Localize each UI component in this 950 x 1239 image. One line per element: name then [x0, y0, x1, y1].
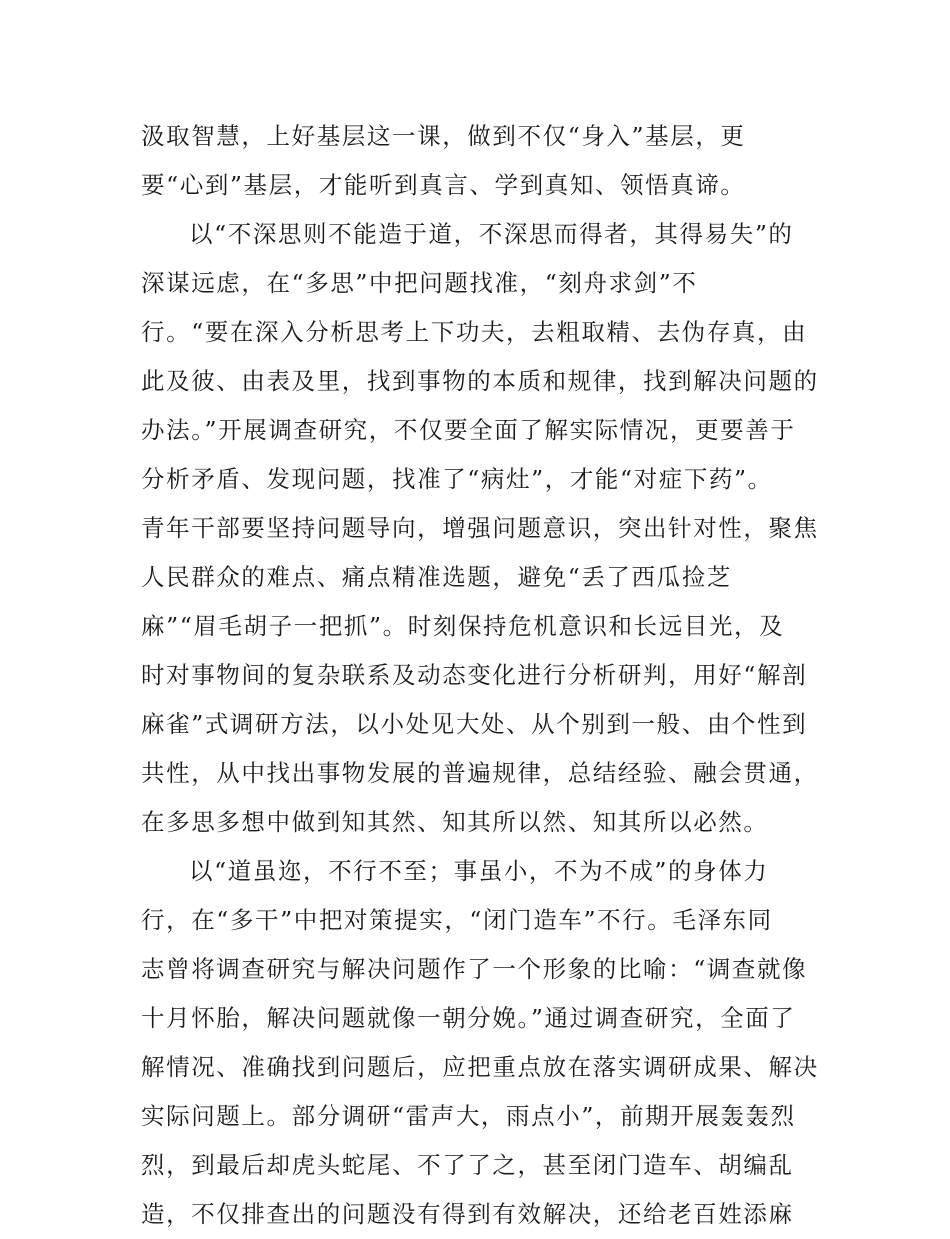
- text-line: 以“不深思则不能造于道，不深思而得者，其得易失”的: [189, 220, 794, 248]
- text-line: 时对事物间的复杂联系及动态变化进行分析研判，用好“解剖: [141, 661, 808, 689]
- paragraph: [141, 847, 821, 1239]
- text-line: 人民群众的难点、痛点精准选题，避免“丢了西瓜捡芝: [141, 563, 732, 591]
- text-line: 解情况、准确找到问题后，应把重点放在落实调研成果、解决: [141, 1053, 819, 1081]
- paragraph: [141, 112, 821, 210]
- text-line: 深谋远虑，在“多思”中把问题找准，“刻舟求剑”不: [141, 269, 698, 297]
- text-line: 烈，到最后却虎头蛇尾、不了了之，甚至闭门造车、胡编乱: [141, 1151, 794, 1179]
- text-line: 麻雀”式调研方法，以小处见大处、从个别到一般、由个性到: [141, 710, 808, 738]
- text-line: 青年干部要坚持问题导向，增强问题意识，突出针对性，聚焦: [141, 514, 819, 542]
- body-text: [141, 112, 821, 1239]
- text-line: 共性，从中找出事物发展的普遍规律，总结经验、融会贯通，: [141, 759, 819, 787]
- text-line: 实际问题上。部分调研“雷声大，雨点小”，前期开展轰轰烈: [141, 1102, 796, 1130]
- text-line: 行。“要在深入分析思考上下功夫，去粗取精、去伪存真，由: [141, 318, 808, 346]
- text-line: 分析矛盾、发现问题，找准了“病灶”，才能“对症下药”。: [141, 465, 773, 493]
- paragraph: [141, 210, 821, 847]
- text-line: 以“道虽迩，不行不至；事虽小，不为不成”的身体力: [189, 857, 769, 885]
- text-line: 此及彼、由表及里，找到事物的本质和规律，找到解决问题的: [141, 367, 819, 395]
- text-line: 汲取智慧，上好基层这一课，做到不仅“身入”基层，更: [141, 122, 746, 150]
- text-line: 要“心到”基层，才能听到真言、学到真知、领悟真谛。: [141, 171, 746, 199]
- text-line: 十月怀胎，解决问题就像一朝分娩。”通过调查研究，全面了: [141, 1004, 796, 1032]
- text-line: 在多思多想中做到知其然、知其所以然、知其所以必然。: [141, 808, 769, 836]
- text-line: 办法。”开展调查研究，不仅要全面了解实际情况，更要善于: [141, 416, 796, 444]
- text-line: 志曾将调查研究与解决问题作了一个形象的比喻：“调查就像: [141, 955, 808, 983]
- text-line: 麻”“眉毛胡子一把抓”。时刻保持危机意识和长远目光，及: [141, 612, 785, 640]
- text-line: 造，不仅排查出的问题没有得到有效解决，还给老百姓添麻: [141, 1200, 794, 1228]
- text-line: 行，在“多干”中把对策提实，“闭门造车”不行。毛泽东同: [141, 906, 773, 934]
